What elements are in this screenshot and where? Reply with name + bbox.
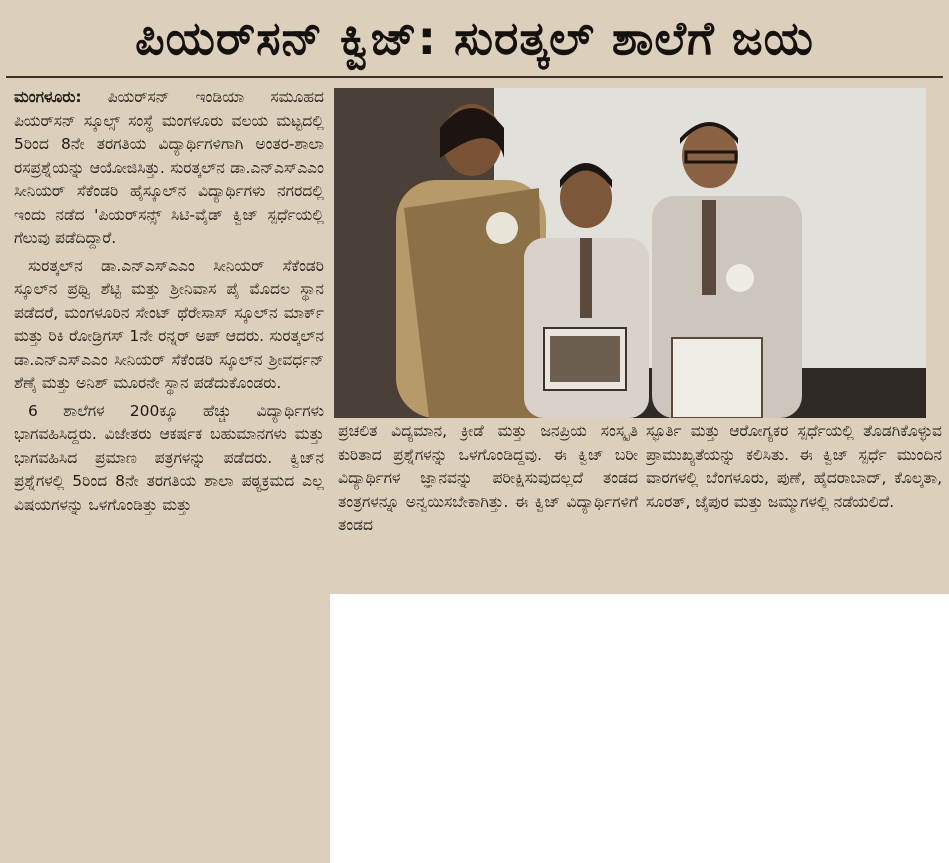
article-photo (334, 88, 926, 418)
paragraph-3: 6 ಶಾಲೆಗಳ 200ಕ್ಕೂ ಹೆಚ್ಚು ವಿದ್ಯಾರ್ಥಿಗಳು ಭಾಗವಹಿಸಿದ್ದರು. ವಿಜೇತರು ಆಕರ್ಷಕ ಬಹುಮಾನಗಳು ಮತ್ತು ಭಾಗವಹಿಸಿದ ಪ್ರಮಾಣ ಪತ್ರಗಳನ್ನು ಪಡೆದರು. ಕ್ವಿಜ್‌ನ ಪ್ರಶ್ನೆಗಳಲ್ಲಿ 5ರಿಂದ 8ನೇ ತರಗತಿಯ ಶಾಲಾ ಪಠ್ಯಕ್ರಮದ ಎಲ್ಲ ವಿಷಯಗಳನ್ನು ಒಳಗೊಂಡಿತ್ತು ಮತ್ತು (14, 401, 324, 514)
paragraph-2: ಸುರತ್ಕಲ್‌ನ ಡಾ.ಎನ್‌ಎಸ್‌ಎಎಂ ಸೀನಿಯರ್‌ ಸೆಕೆಂಡರಿ ಸ್ಕೂಲ್‌ನ ಪ್ರಥ್ವಿ ಶೆಟ್ಟಿ ಮತ್ತು ಶ್ರೀನಿವಾಸ ಪೈ ಮೊದಲ ಸ್ಥಾನ ಪಡೆದರೆ, ಮಂಗಳೂರಿನ ಸೇಂಟ್‌ ಥೆರೇಸಾಸ್‌ ಸ್ಕೂಲ್‌ನ ಮಾರ್ಕ್‌ ಮತ್ತು ರಿಕಿ ರೋಡ್ರಿಗಸ್‌ 1ನೇ ರನ್ನರ್‌ ಅಪ್‌ ಆದರು. ಸುರತ್ಕಲ್‌ನ ಡಾ.ಎನ್‌ಎಸ್‌ಎಎಂ ಸೀನಿಯರ್‌ ಸೆಕೆಂಡರಿ ಸ್ಕೂಲ್‌ನ ಶ್ರೀವರ್ಧನ್‌ ಶೆಣೈ ಮತ್ತು ಅನಿಶ್‌ ಮೂರನೇ ಸ್ಥಾನ ಪಡೆದುಕೊಂಡರು. (14, 256, 324, 392)
right-column (646, 420, 942, 590)
paragraph-1-text: ಪಿಯರ್‌ಸನ್‌ ಇಂಡಿಯಾ ಸಮೂಹದ ಪಿಯರ್‌ಸನ್‌ ಸ್ಕೂಲ್ಸ್‌ ಸಂಸ್ಥೆ ಮಂಗಳೂರು ವಲಯ ಮಟ್ಟದಲ್ಲಿ 5ರಿಂದ 8ನೇ ತರಗತಿಯ ವಿದ್ಯಾರ್ಥಿಗಳಿಗಾಗಿ ಅಂತರ-ಶಾಲಾ ರಸಪ್ರಶ್ನೆಯನ್ನು ಆಯೋಜಿಸಿತ್ತು. ಸುರತ್ಕಲ್‌ನ ಡಾ.ಎನ್‌ಎಸ್‌ಎಎಂ ಸೀನಿಯರ್‌ ಸೆಕೆಂಡರಿ ಹೈಸ್ಕೂಲ್‌ನ ವಿದ್ಯಾರ್ಥಿಗಳು ನಗರದಲ್ಲಿ ಇಂದು ನಡೆದ 'ಪಿಯರ್‌ಸನ್ಸ್‌ ಸಿಟಿ-ವೈಡ್‌ ಕ್ವಿಜ್‌ ಸ್ಪರ್ಧೆಯಲ್ಲಿ ಗೆಲುವು ಪಡೆದಿದ್ದಾರೆ. (14, 88, 324, 247)
headline-rule (6, 76, 943, 78)
dateline: ಮಂಗಳೂರು: (14, 88, 82, 106)
middle-column (338, 420, 638, 590)
right-column-text: ಸ್ಫೂರ್ತಿ ಮತ್ತು ಆರೋಗ್ಯಕರ ಸ್ಪರ್ಧೆಯಲ್ಲಿ ತೊಡಗಿಕೊಳ್ಳುವ ಪ್ರಾಮುಖ್ಯತೆಯನ್ನು ಕಲಿಸಿತು. ಈ ಕ್ವಿಜ್‌ ಸ್ಪರ್ಧೆ ಮುಂದಿನ ವಾರಗಳಲ್ಲಿ ಬೆಂಗಳೂರು, ಪುಣೆ, ಹೈದರಾಬಾದ್‌, ಕೊಲ್ಕತಾ, ಸೂರತ್‌, ಜೈಪುರ ಮತ್ತು ಜಮ್ಮುಗಳಲ್ಲಿ ನಡೆಯಲಿದೆ. (646, 422, 942, 511)
paragraph-1 (14, 86, 324, 251)
middle-column-text: ಪ್ರಚಲಿತ ವಿದ್ಯಮಾನ, ಕ್ರೀಡೆ ಮತ್ತು ಜನಪ್ರಿಯ ಸಂಸ್ಕೃತಿ ಕುರಿತಾದ ಪ್ರಶ್ನೆಗಳನ್ನು ಒಳಗೊಂಡಿದ್ದವು. ಈ ಕ್ವಿಜ್‌ ಬರೀ ವಿದ್ಯಾರ್ಥಿಗಳ ಜ್ಞಾನವನ್ನು ಪರೀಕ್ಷಿಸುವುದಲ್ಲದೆ ತಂಡದ ತಂತ್ರಗಳನ್ನೂ ಅನ್ವಯಿಸಬೇಕಾಗಿತ್ತು. ಈ ಕ್ವಿಜ್‌ ವಿದ್ಯಾರ್ಥಿಗಳಿಗೆ ತಂಡದ (338, 422, 638, 534)
left-column (14, 86, 324, 858)
article-headline: ಪಿಯರ್‌ಸನ್‌ ಕ್ವಿಜ್‌: ಸುರತ್ಕಲ್‌ ಶಾಲೆಗೆ ಜಯ (135, 11, 814, 65)
photo-illustration (334, 88, 926, 418)
